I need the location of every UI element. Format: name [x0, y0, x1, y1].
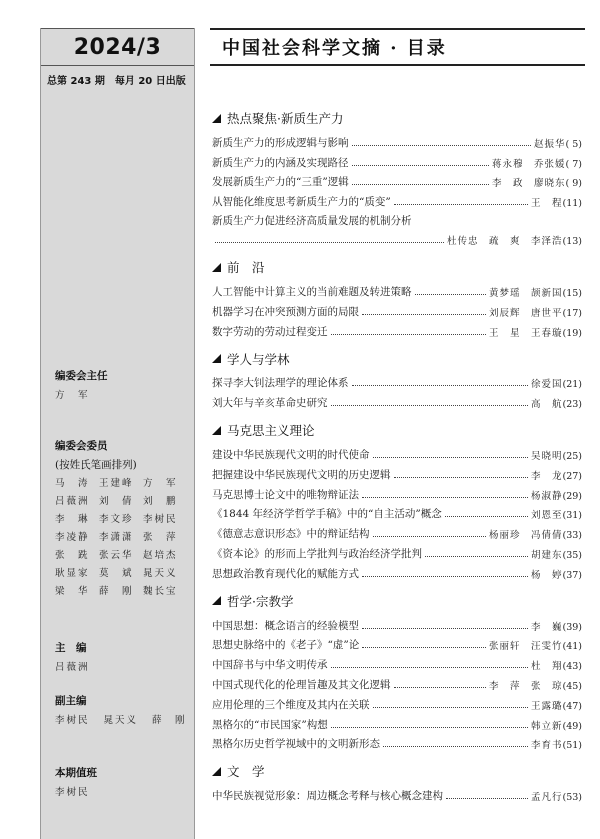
toc-section — [212, 349, 582, 411]
member-name: 李潇潇 — [99, 532, 134, 543]
leader-dots — [394, 477, 528, 478]
members-note: (按姓氏笔画排列) — [55, 459, 137, 471]
entry-title: 探寻李大钊法理学的理论体系 — [212, 377, 349, 390]
section-title-text: 热点聚焦·新质生产力 — [227, 111, 344, 126]
entry-author: 杨淑静 — [530, 490, 563, 502]
toc-entry[interactable] — [212, 442, 582, 462]
entry-page: (29) — [562, 490, 582, 502]
entry-author: 高 航 — [530, 399, 563, 411]
entry-title: 思想政治教育现代化的赋能方式 — [212, 567, 359, 580]
entry-title: 新质生产力的形成逻辑与影响 — [212, 136, 349, 149]
entry-title: 中华民族视觉形象：周边概念考释与核心概念建构 — [212, 790, 443, 803]
entry-author: 蒋永穆 乔张媛 — [492, 158, 566, 170]
entry-page: (51) — [562, 740, 582, 752]
toc-entry[interactable] — [212, 672, 582, 692]
leader-dots — [362, 497, 528, 498]
entry-title: 黑格尔的“市民国家”构想 — [212, 718, 328, 731]
entry-author: 李 政 廖晓东 — [492, 178, 566, 190]
masthead-sidebar — [40, 28, 195, 839]
member-name: 李 琳 — [55, 514, 90, 525]
editor-name: 吕薇洲 — [55, 662, 90, 673]
toc-entry[interactable] — [212, 521, 582, 541]
toc-entry[interactable] — [212, 732, 582, 752]
entry-author: 张丽轩 汪雯竹 — [488, 641, 563, 653]
toc-entry[interactable] — [212, 482, 582, 502]
triangle-marker-icon — [212, 354, 221, 363]
member-name: 魏长宝 — [143, 586, 178, 597]
toc-section — [212, 257, 582, 338]
toc-entry[interactable] — [212, 130, 582, 150]
entry-title: 人工智能中计算主义的当前难题及转进策略 — [212, 285, 412, 298]
entry-author: 赵振华 — [534, 138, 566, 150]
duty-name: 李树民 — [55, 787, 90, 798]
entry-author: 李 龙 — [530, 470, 563, 482]
section-title — [212, 257, 582, 277]
entry-page: (41) — [562, 641, 582, 653]
leader-dots — [215, 242, 444, 243]
leader-dots — [352, 145, 532, 146]
entry-title: 黑格尔历史哲学视域中的文明新形态 — [212, 738, 380, 751]
triangle-marker-icon — [212, 767, 221, 776]
toc-section — [212, 591, 582, 752]
section-title — [212, 349, 582, 369]
duty-block — [55, 765, 191, 798]
duty-heading: 本期值班 — [55, 767, 97, 779]
entry-author: 杨 婷 — [530, 569, 563, 581]
leader-dots — [373, 536, 486, 537]
entry-page: (43) — [562, 661, 582, 673]
members-block — [55, 438, 191, 597]
entry-page: ( 5) — [565, 138, 582, 150]
toc-entry[interactable] — [212, 633, 582, 653]
leader-dots — [362, 576, 528, 577]
entry-page: (49) — [562, 720, 582, 732]
page-title: 中国社会科学文摘 · 目录 — [222, 38, 447, 59]
entry-title: 《1844 年经济学哲学手稿》中的“自主活动”概念 — [212, 508, 442, 521]
triangle-marker-icon — [212, 263, 221, 272]
toc-entry-line — [212, 209, 582, 228]
toc-entry[interactable] — [212, 561, 582, 581]
leader-dots — [352, 184, 489, 185]
deputy-block — [55, 693, 191, 726]
toc-section — [212, 761, 582, 803]
section-title — [212, 591, 582, 611]
leader-dots — [394, 687, 486, 688]
entry-page: ( 7) — [565, 158, 582, 170]
entry-author: 杜 翔 — [530, 661, 563, 673]
entry-author: 王露璐 — [530, 700, 563, 712]
member-name: 莫 斌 — [99, 568, 134, 579]
member-name: 李树民 — [143, 514, 178, 525]
toc-section — [212, 108, 582, 247]
section-title-text: 前 沿 — [227, 260, 265, 276]
entry-title: 中国辞书与中华文明传承 — [212, 659, 328, 672]
entry-author: 黄梦瑶 颉新国 — [488, 287, 563, 299]
member-name: 方 军 — [143, 478, 178, 489]
entry-author: 徐爱国 — [530, 379, 563, 391]
member-name: 李文珍 — [99, 514, 134, 525]
entry-page: (13) — [562, 236, 582, 248]
toc-entry[interactable] — [212, 209, 582, 247]
leader-dots — [331, 334, 486, 335]
entry-page: (33) — [562, 530, 582, 542]
entry-author: 韩立新 — [530, 720, 563, 732]
leader-dots — [445, 516, 528, 517]
entry-page: (53) — [562, 792, 582, 804]
toc-entry[interactable] — [212, 652, 582, 672]
entry-title: 新质生产力促进经济高质量发展的机制分析 — [212, 215, 412, 228]
entry-author: 刘辰辉 唐世平 — [488, 307, 563, 319]
issue-number: 2024/3 — [41, 28, 194, 66]
section-title — [212, 108, 582, 128]
entry-author: 李 巍 — [530, 621, 563, 633]
entry-page: (23) — [562, 399, 582, 411]
leader-dots — [394, 204, 528, 205]
member-name: 赵培杰 — [143, 550, 178, 561]
member-name: 张 萍 — [143, 532, 178, 543]
entry-title: 数字劳动的劳动过程变迁 — [212, 325, 328, 338]
entry-page: (25) — [562, 450, 582, 462]
section-title — [212, 761, 582, 781]
entry-author: 李育书 — [530, 740, 563, 752]
entry-page: (11) — [562, 198, 582, 210]
member-name: 吕薇洲 — [55, 496, 90, 507]
entry-title: 应用伦理的三个维度及其内在关联 — [212, 698, 370, 711]
toc-entry[interactable] — [212, 692, 582, 712]
leader-dots — [446, 798, 528, 799]
deputy-heading: 副主编 — [55, 695, 87, 707]
entry-page: (17) — [562, 307, 582, 319]
entry-title: 机器学习在冲突预测方面的局限 — [212, 305, 359, 318]
leader-dots — [331, 405, 528, 406]
entry-author: 王 程 — [530, 198, 563, 210]
entry-page: (27) — [562, 470, 582, 482]
entry-page: (37) — [562, 569, 582, 581]
editor-heading: 主 编 — [55, 642, 87, 654]
entry-page: (31) — [562, 510, 582, 522]
entry-title: 从智能化维度思考新质生产力的“质变” — [212, 196, 391, 209]
toc-entry[interactable] — [212, 613, 582, 633]
toc-entry[interactable] — [212, 712, 582, 732]
entry-author: 王 星 王春璇 — [488, 327, 563, 339]
leader-dots — [362, 628, 528, 629]
leader-dots — [425, 556, 528, 557]
entry-page: (47) — [562, 700, 582, 712]
entry-author: 吴晓明 — [530, 450, 563, 462]
triangle-marker-icon — [212, 114, 221, 123]
member-name: 耿显家 — [55, 568, 90, 579]
section-title-text: 马克思主义理论 — [227, 423, 315, 439]
member-name: 刘 倩 — [99, 496, 134, 507]
leader-dots — [362, 647, 486, 648]
leader-dots — [331, 727, 528, 728]
entry-page: (21) — [562, 379, 582, 391]
toc-entry[interactable] — [212, 462, 582, 482]
entry-title: 发展新质生产力的“三重”逻辑 — [212, 176, 349, 189]
entry-title: 《德意志意识形态》中的辩证结构 — [212, 528, 370, 541]
toc-entry[interactable] — [212, 189, 582, 209]
member-name: 刘 鹏 — [143, 496, 178, 507]
deputy-name: 李树民 — [55, 715, 90, 726]
toc-section — [212, 420, 582, 581]
toc-entry-line — [212, 228, 582, 247]
leader-dots — [331, 667, 528, 668]
entry-title: 新质生产力的内涵及实现路径 — [212, 156, 349, 169]
entry-author: 杜传忠 疏 爽 李泽浩 — [446, 236, 563, 248]
toc-entry[interactable] — [212, 390, 582, 410]
editor-block — [55, 640, 191, 673]
toc-entry[interactable] — [212, 783, 582, 803]
member-name: 马 涛 — [55, 478, 90, 489]
page-header — [210, 28, 585, 66]
section-title-text: 文 学 — [227, 764, 265, 780]
leader-dots — [415, 294, 486, 295]
member-name: 张 跣 — [55, 550, 90, 561]
toc-entry[interactable] — [212, 371, 582, 391]
entry-author: 李 萍 张 琼 — [488, 680, 563, 692]
member-name: 薛 刚 — [99, 586, 134, 597]
director-block — [55, 368, 191, 401]
issue-subtitle: 总第 243 期 每月 20 日出版 — [47, 76, 186, 87]
entry-title: 把握建设中华民族现代文明的历史逻辑 — [212, 468, 391, 481]
entry-page: (39) — [562, 621, 582, 633]
section-title-text: 哲学·宗教学 — [227, 593, 294, 609]
section-title-text: 学人与学林 — [227, 351, 290, 367]
member-name: 王建峰 — [99, 478, 134, 489]
triangle-marker-icon — [212, 426, 221, 435]
toc-entry[interactable] — [212, 170, 582, 190]
deputy-name: 薛 刚 — [152, 715, 187, 726]
toc-entry[interactable] — [212, 502, 582, 522]
entry-page: (15) — [562, 287, 582, 299]
toc-entry[interactable] — [212, 279, 582, 299]
table-of-contents — [212, 108, 582, 813]
leader-dots — [352, 385, 528, 386]
leader-dots — [373, 457, 528, 458]
toc-entry[interactable] — [212, 541, 582, 561]
toc-entry[interactable] — [212, 299, 582, 319]
toc-entry[interactable] — [212, 150, 582, 170]
deputy-name: 晁天义 — [103, 715, 139, 726]
leader-dots — [362, 314, 486, 315]
entry-title: 中国思想：概念语言的经验模型 — [212, 619, 359, 632]
entry-author: 杨丽珍 冯倩倩 — [488, 530, 563, 542]
entry-title: 建设中华民族现代文明的时代使命 — [212, 448, 370, 461]
member-name: 晁天义 — [143, 568, 178, 579]
leader-dots — [373, 707, 528, 708]
entry-title: 《资本论》的形而上学批判与政治经济学批判 — [212, 547, 422, 560]
entry-title: 中国式现代化的伦理旨趣及其文化逻辑 — [212, 678, 391, 691]
director-name: 方 军 — [55, 390, 90, 401]
member-name: 梁 华 — [55, 586, 90, 597]
entry-page: (19) — [562, 327, 582, 339]
entry-author: 孟凡行 — [530, 792, 563, 804]
leader-dots — [383, 746, 528, 747]
entry-title: 思想史脉络中的《老子》“虚”论 — [212, 639, 360, 652]
triangle-marker-icon — [212, 596, 221, 605]
entry-title: 刘大年与辛亥革命史研究 — [212, 397, 328, 410]
entry-title: 马克思博士论文中的唯物辩证法 — [212, 488, 359, 501]
section-title — [212, 420, 582, 440]
entry-page: ( 9) — [565, 178, 582, 190]
members-list — [55, 475, 191, 597]
leader-dots — [352, 165, 490, 166]
member-name: 李凌静 — [55, 532, 90, 543]
entry-page: (45) — [562, 680, 582, 692]
entry-page: (35) — [562, 549, 582, 561]
toc-entry[interactable] — [212, 319, 582, 339]
deputy-list — [55, 712, 191, 726]
members-heading: 编委会委员 — [55, 440, 108, 452]
entry-author: 刘恩至 — [530, 510, 563, 522]
member-name: 张云华 — [99, 550, 134, 561]
entry-author: 胡建东 — [530, 549, 563, 561]
director-heading: 编委会主任 — [55, 370, 108, 382]
